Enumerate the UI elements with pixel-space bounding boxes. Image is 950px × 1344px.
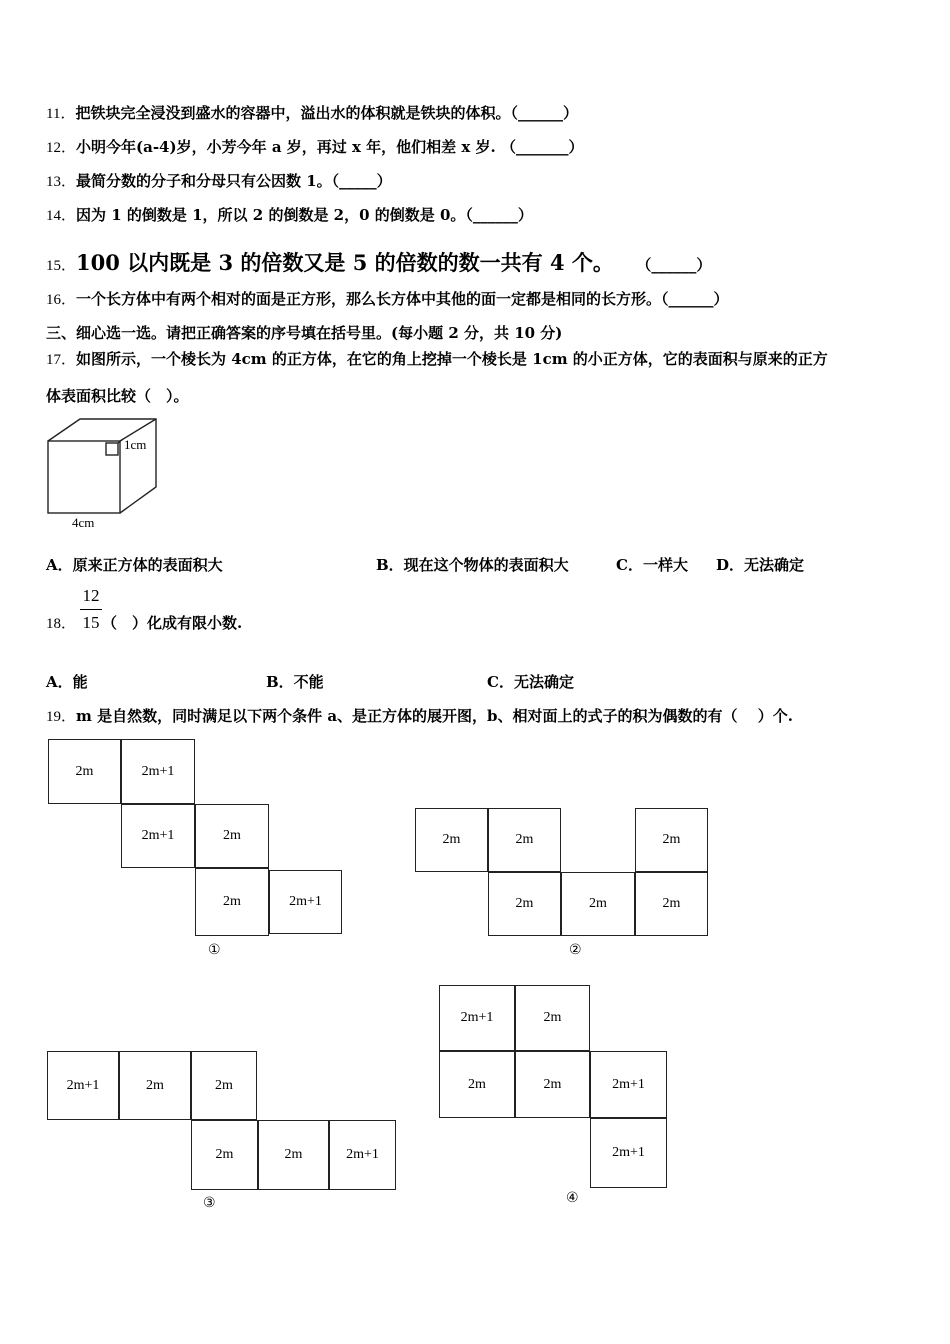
net-1-face: 2m bbox=[48, 739, 121, 804]
net-4-face: 2m+1 bbox=[590, 1118, 667, 1188]
net-4-label: ④ bbox=[566, 1190, 579, 1206]
question-17: 17．如图所示，一个棱长为 4cm 的正方体，在它的角上挖掉一个棱长是 1cm 的小正方体，它的表面积与原来的正方 bbox=[46, 350, 828, 368]
net-4-face: 2m bbox=[515, 985, 590, 1051]
net-2-face: 2m bbox=[635, 808, 708, 872]
net-1-face: 2m bbox=[195, 804, 269, 868]
net-1-label: ① bbox=[208, 942, 221, 958]
cube-edge-label: 4cm bbox=[72, 515, 95, 530]
net-2-label: ② bbox=[569, 942, 582, 958]
small-cube-label: 1cm bbox=[124, 437, 147, 452]
q17-option-b[interactable]: B．现在这个物体的表面积大 bbox=[376, 556, 569, 574]
cube-figure bbox=[44, 415, 164, 530]
net-3-face: 2m bbox=[258, 1120, 329, 1190]
net-3-face: 2m bbox=[191, 1120, 258, 1190]
q18-option-c[interactable]: C．无法确定 bbox=[487, 673, 574, 691]
net-3-face: 2m bbox=[119, 1051, 191, 1120]
question-11: 11．把铁块完全浸没到盛水的容器中，溢出水的体积就是铁块的体积。（______） bbox=[46, 104, 578, 122]
fraction: 12 15 bbox=[80, 586, 102, 633]
net-4-face: 2m+1 bbox=[439, 985, 515, 1051]
q17-option-d[interactable]: D．无法确定 bbox=[716, 556, 805, 574]
net-3-face: 2m bbox=[191, 1051, 257, 1120]
net-2-face: 2m bbox=[488, 808, 561, 872]
question-13: 13．最简分数的分子和分母只有公因数 1。（_____） bbox=[46, 172, 392, 190]
net-3-label: ③ bbox=[203, 1195, 216, 1211]
net-2-face: 2m bbox=[561, 872, 635, 936]
net-2-face: 2m bbox=[635, 872, 708, 936]
section-3-heading: 三、细心选一选。请把正确答案的序号填在括号里。(每小题 2 分，共 10 分) bbox=[46, 324, 563, 342]
net-1-face: 2m+1 bbox=[269, 870, 342, 934]
q17-option-a[interactable]: A．原来正方体的表面积大 bbox=[46, 556, 223, 574]
question-16: 16．一个长方体中有两个相对的面是正方形，那么长方体中其他的面一定都是相同的长方形。（______） bbox=[46, 290, 729, 308]
question-18: 18． （ ）化成有限小数. bbox=[46, 614, 243, 632]
question-17-cont: 体表面积比较（ ）。 bbox=[46, 387, 189, 405]
net-4-face: 2m+1 bbox=[590, 1051, 667, 1118]
question-19: 19．m 是自然数，同时满足以下两个条件 a、是正方体的展开图，b、相对面上的式子的积为偶数的有（ ）个. bbox=[46, 707, 793, 725]
question-14: 14．因为 1 的倒数是 1，所以 2 的倒数是 2，0 的倒数是 0。（______） bbox=[46, 206, 533, 224]
net-3-face: 2m+1 bbox=[47, 1051, 119, 1120]
question-15: 15．100 以内既是 3 的倍数又是 5 的倍数的数一共有 4 个。 （______） bbox=[46, 250, 712, 275]
q18-option-a[interactable]: A．能 bbox=[46, 673, 88, 691]
question-12: 12．小明今年(a-4)岁，小芳今年 a 岁，再过 x 年，他们相差 x 岁. （_______） bbox=[46, 138, 584, 156]
net-2-face: 2m bbox=[415, 808, 488, 872]
net-1-face: 2m+1 bbox=[121, 739, 195, 804]
net-2-face: 2m bbox=[488, 872, 561, 936]
net-4-face: 2m bbox=[439, 1051, 515, 1118]
q17-option-c[interactable]: C．一样大 bbox=[616, 556, 688, 574]
q18-option-b[interactable]: B．不能 bbox=[266, 673, 324, 691]
net-1-face: 2m bbox=[195, 868, 269, 936]
net-3-face: 2m+1 bbox=[329, 1120, 396, 1190]
net-1-face: 2m+1 bbox=[121, 804, 195, 868]
net-4-face: 2m bbox=[515, 1051, 590, 1118]
